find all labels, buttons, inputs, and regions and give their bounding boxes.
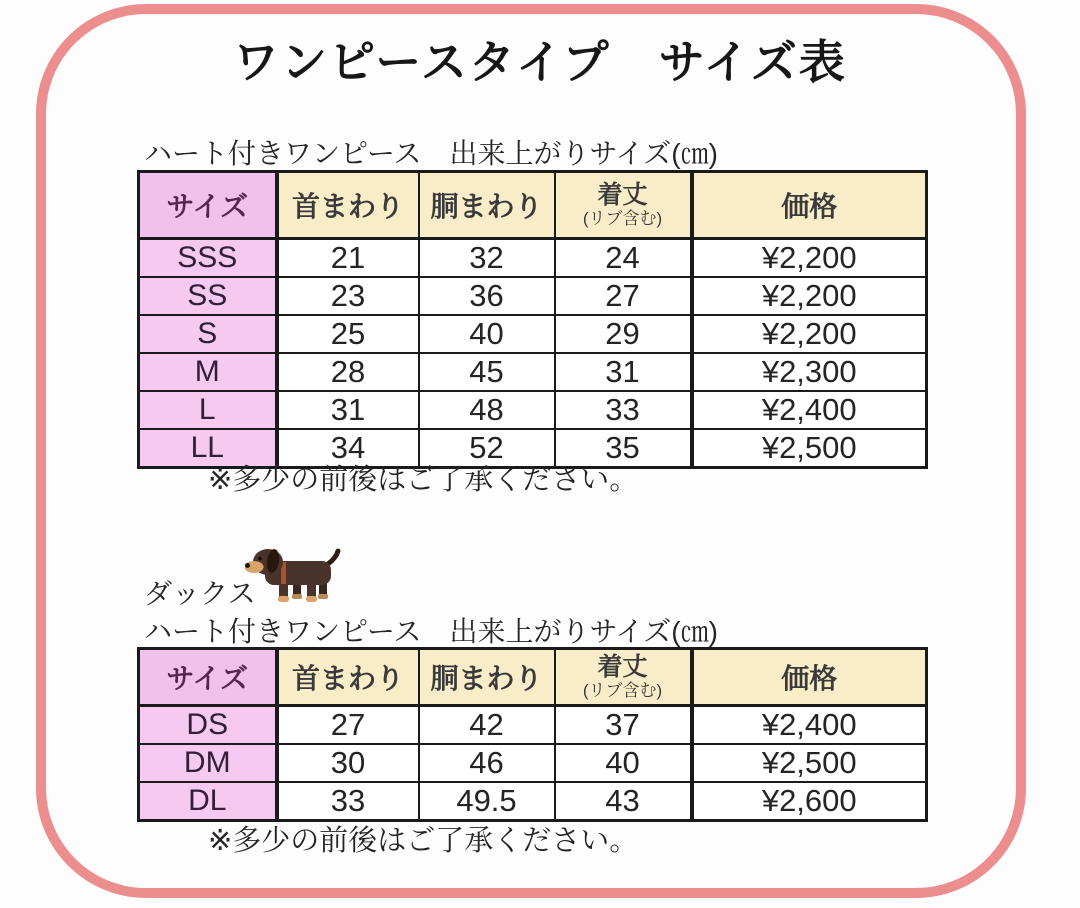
- price-cell: ¥2,400: [692, 706, 927, 745]
- breed-label-dachshund: ダックス: [144, 578, 256, 609]
- col-header-girth: 胴まわり: [419, 649, 555, 706]
- col-header-price: 価格: [692, 649, 927, 706]
- size-cell: SSS: [139, 239, 277, 278]
- size-cell: M: [139, 353, 277, 391]
- size-cell: LL: [139, 429, 277, 468]
- length-cell: 35: [555, 429, 692, 468]
- length-cell: 37: [555, 706, 692, 745]
- col-header-size: サイズ: [139, 649, 277, 706]
- price-cell: ¥2,200: [692, 315, 927, 353]
- neck-cell: 21: [277, 239, 419, 278]
- neck-cell: 31: [277, 391, 419, 429]
- neck-cell: 27: [277, 706, 419, 745]
- tolerance-note: ※多少の前後はご了承ください。: [208, 464, 639, 496]
- col-header-length: [555, 172, 692, 239]
- table-row: [139, 315, 927, 353]
- table-row: [139, 706, 927, 745]
- girth-cell: 48: [419, 391, 555, 429]
- girth-cell: 32: [419, 239, 555, 278]
- table1-header-row: [139, 172, 927, 239]
- table-row: [139, 239, 927, 278]
- size-cell: S: [139, 315, 277, 353]
- table-row: [139, 744, 927, 782]
- price-cell: ¥2,200: [692, 239, 927, 278]
- girth-cell: 45: [419, 353, 555, 391]
- size-cell: SS: [139, 277, 277, 315]
- col-header-price: 価格: [692, 172, 927, 239]
- table-row: [139, 782, 927, 821]
- price-cell: ¥2,500: [692, 429, 927, 468]
- girth-cell: 36: [419, 277, 555, 315]
- neck-cell: 25: [277, 315, 419, 353]
- length-cell: 43: [555, 782, 692, 821]
- length-cell: 40: [555, 744, 692, 782]
- dachshund-icon: [245, 546, 345, 604]
- neck-cell: 33: [277, 782, 419, 821]
- girth-cell: 46: [419, 744, 555, 782]
- neck-cell: 34: [277, 429, 419, 468]
- size-cell: L: [139, 391, 277, 429]
- col-header-neck: 首まわり: [277, 649, 419, 706]
- price-cell: ¥2,400: [692, 391, 927, 429]
- table2-caption: ハート付きワンピース 出来上がりサイズ(㎝): [144, 616, 718, 647]
- heart-onepiece-size-table: [137, 170, 928, 469]
- girth-cell: 49.5: [419, 782, 555, 821]
- length-cell: 31: [555, 353, 692, 391]
- price-cell: ¥2,500: [692, 744, 927, 782]
- girth-cell: 42: [419, 706, 555, 745]
- col-header-neck: 首まわり: [277, 172, 419, 239]
- girth-cell: 40: [419, 315, 555, 353]
- neck-cell: 23: [277, 277, 419, 315]
- col-header-size: サイズ: [139, 172, 277, 239]
- length-cell: 33: [555, 391, 692, 429]
- price-cell: ¥2,200: [692, 277, 927, 315]
- table-row: [139, 391, 927, 429]
- size-cell: DS: [139, 706, 277, 745]
- size-cell: DL: [139, 782, 277, 821]
- col-header-length: [555, 649, 692, 706]
- size-cell: DM: [139, 744, 277, 782]
- length-cell: 29: [555, 315, 692, 353]
- neck-cell: 28: [277, 353, 419, 391]
- neck-cell: 30: [277, 744, 419, 782]
- table-row: [139, 277, 927, 315]
- table-row: [139, 353, 927, 391]
- length-cell: 27: [555, 277, 692, 315]
- price-cell: ¥2,600: [692, 782, 927, 821]
- col-header-length-sub: (リブ含む): [582, 209, 663, 228]
- length-cell: 24: [555, 239, 692, 278]
- col-header-length-main: 着丈: [597, 181, 648, 209]
- col-header-girth: 胴まわり: [419, 172, 555, 239]
- tolerance-note: ※多少の前後はご了承ください。: [208, 825, 639, 857]
- price-cell: ¥2,300: [692, 353, 927, 391]
- col-header-length-main: 着丈: [597, 653, 648, 681]
- col-header-length-sub: (リブ含む): [582, 681, 663, 700]
- table2-header-row: [139, 649, 927, 706]
- page-title: ワンピースタイプ サイズ表: [233, 36, 847, 88]
- table1-caption: ハート付きワンピース 出来上がりサイズ(㎝): [144, 138, 718, 169]
- dachshund-heart-onepiece-size-table: [137, 647, 928, 822]
- girth-cell: 52: [419, 429, 555, 468]
